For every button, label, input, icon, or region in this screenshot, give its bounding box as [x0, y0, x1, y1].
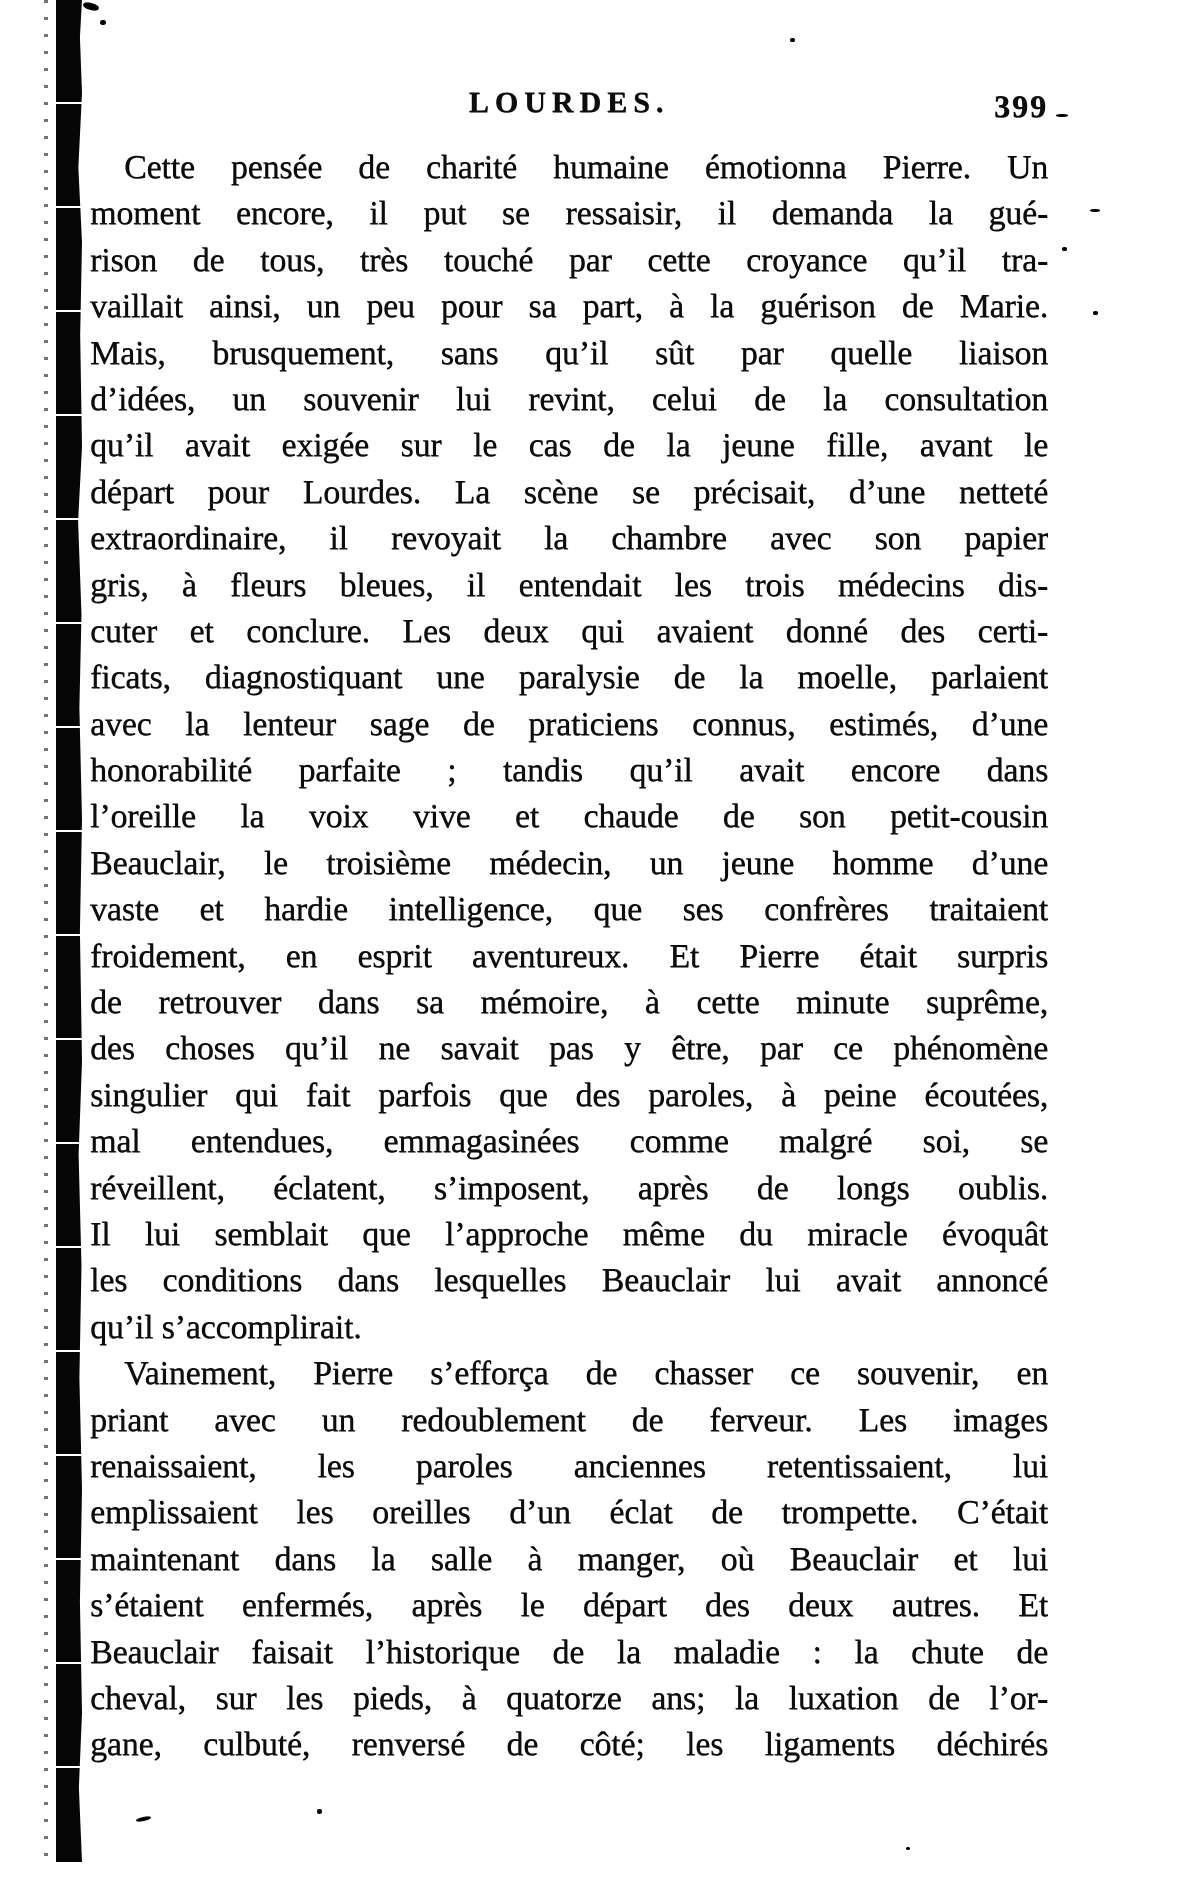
scan-speck [1093, 311, 1098, 315]
text-line: froidement, en esprit aventureux. Et Pierre était surpris [90, 937, 1048, 975]
text-line: moment encore, il put se ressaisir, il demanda la gué- [90, 195, 1048, 233]
text-line: vaste et hardie intelligence, que ses confrères traitaient [90, 891, 1048, 929]
binding-gutter-shadow [56, 0, 82, 1862]
body-text [90, 145, 1048, 1769]
scan-edge-noise [44, 0, 48, 1860]
text-line: cheval, sur les pieds, à quatorze ans; la luxation de l’or- [90, 1679, 1048, 1717]
text-line: maintenant dans la salle à manger, où Beauclair et lui [90, 1540, 1048, 1578]
text-line: réveillent, éclatent, s’imposent, après de longs oublis. [90, 1169, 1048, 1207]
text-line: les conditions dans lesquelles Beauclair lui avait annoncé [90, 1262, 1048, 1300]
text-line: gane, culbuté, renversé de côté; les ligaments déchirés [90, 1726, 1048, 1764]
text-line: renaissaient, les paroles anciennes retentissaient, lui [90, 1447, 1048, 1485]
text-line: départ pour Lourdes. La scène se précisait, d’une netteté [90, 473, 1048, 511]
text-line: extraordinaire, il revoyait la chambre avec son papier [90, 520, 1048, 558]
text-line: rison de tous, très touché par cette croyance qu’il tra- [90, 241, 1048, 279]
text-line: Beauclair, le troisième médecin, un jeune homme d’une [90, 844, 1048, 882]
text-line: Il lui semblait que l’approche même du miracle évoquât [90, 1215, 1048, 1253]
scan-speck [790, 38, 795, 42]
text-line: avec la lenteur sage de praticiens connus, estimés, d’une [90, 705, 1048, 743]
scan-speck [317, 1809, 322, 1814]
text-line: ficats, diagnostiquant une paralysie de la moelle, parlaient [90, 659, 1048, 697]
text-line: Beauclair faisait l’historique de la maladie : la chute de [90, 1633, 1048, 1671]
scan-speck [1090, 209, 1100, 212]
scan-speck [1062, 247, 1067, 251]
text-line: s’étaient enfermés, après le départ des deux autres. Et [90, 1587, 1048, 1625]
text-line: qu’il avait exigée sur le cas de la jeune fille, avant le [90, 427, 1048, 465]
page-number: 399 [994, 88, 1048, 124]
running-header-title: LOURDES. [468, 86, 670, 119]
text-line: singulier qui fait parfois que des paroles, à peine écoutées, [90, 1076, 1048, 1114]
text-line: de retrouver dans sa mémoire, à cette minute suprême, [90, 984, 1048, 1022]
scan-speck [1056, 114, 1068, 117]
text-line: d’idées, un souvenir lui revint, celui de la consultation [90, 380, 1048, 418]
text-line: priant avec un redoublement de ferveur. Les images [90, 1401, 1048, 1439]
text-line: emplissaient les oreilles d’un éclat de trompette. C’était [90, 1494, 1048, 1532]
text-line: cuter et conclure. Les deux qui avaient donné des certi- [90, 612, 1048, 650]
scan-speck [100, 20, 106, 25]
text-line: des choses qu’il ne savait pas y être, par ce phénomène [90, 1030, 1048, 1068]
text-line: qu’il s’accomplirait. [90, 1308, 362, 1346]
text-line: Mais, brusquement, sans qu’il sût par quelle liaison [90, 334, 1048, 372]
text-line: honorabilité parfaite ; tandis qu’il avait encore dans [90, 752, 1048, 790]
scan-speck [906, 1847, 910, 1850]
text-line: l’oreille la voix vive et chaude de son petit-cousin [90, 798, 1048, 836]
text-line: vaillait ainsi, un peu pour sa part, à la guérison de Marie. [90, 288, 1048, 326]
text-line: Cette pensée de charité humaine émotionna Pierre. Un [124, 149, 1048, 186]
text-line: mal entendues, emmagasinées comme malgré soi, se [90, 1123, 1048, 1161]
scan-speck [136, 1815, 152, 1822]
text-line: gris, à fleurs bleues, il entendait les trois médecins dis- [90, 566, 1048, 604]
scan-speck [82, 1, 99, 12]
text-line: Vainement, Pierre s’efforça de chasser ce souvenir, en [124, 1355, 1048, 1393]
